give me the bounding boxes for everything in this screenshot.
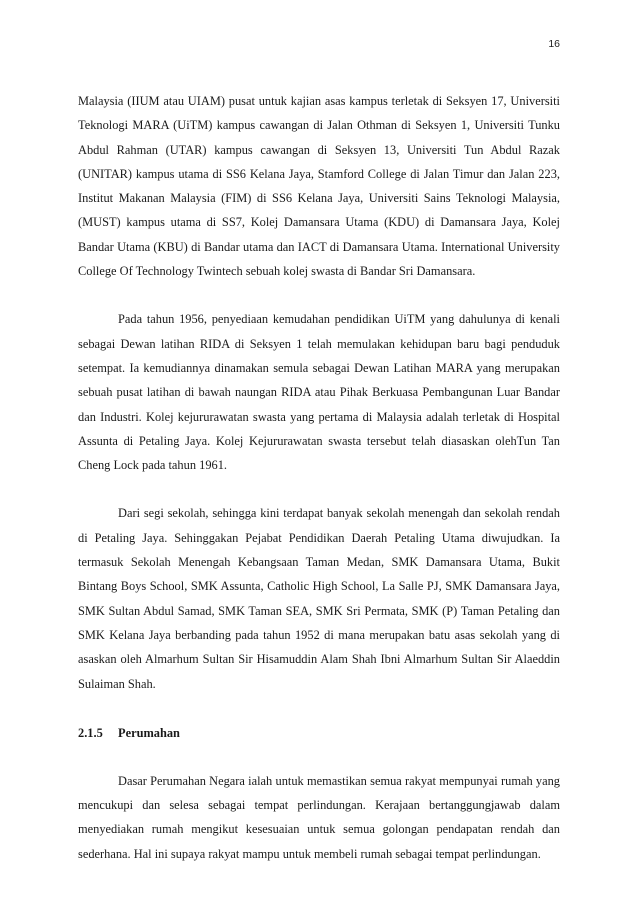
paragraph-housing-policy: Dasar Perumahan Negara ialah untuk memastikan semua rakyat mempunyai rumah yang mencukupi dan selesa sebagai tempat perlindungan. Kerajaan bertanggungjawab dalam menyediakan rumah mengikut kesesuaian untuk semua golongan pendapatan rendah dan sederhana. Hal ini supaya rakyat mampu untuk membeli rumah sebagai tempat perlindungan. bbox=[78, 773, 560, 861]
section-title: Perumahan bbox=[118, 725, 180, 740]
section-number: 2.1.5 bbox=[78, 725, 103, 740]
paragraph-uitm-history: Pada tahun 1956, penyediaan kemudahan pendidikan UiTM yang dahulunya di kenali sebagai Dewan latihan RIDA di Seksyen 1 telah memulakan kehidupan baru bagi penduduk setempat. Ia kemudiannya dinamakan semula sebagai Dewan Latihan MARA yang merupakan sebuah pusat latihan di bawah naungan RIDA atau Pihak Berkuasa Pembangunan Luar Bandar dan Industri. Kolej kejururawatan swasta yang pertama di Malaysia adalah terletak di Hospital Assunta di Petaling Jaya. Kolej Kejururawatan swasta tersebut telah diasaskan olehTun Tan Cheng Lock pada tahun 1961. bbox=[78, 312, 560, 473]
paragraph-universities: Malaysia (IIUM atau UIAM) pusat untuk kajian asas kampus terletak di Seksyen 17, Universiti Teknologi MARA (UiTM) kampus cawangan di Jalan Othman di Seksyen 1, Universiti Tunku Abdul Rahman (UTAR) kampus cawangan di Seksyen 13, Universiti Tun Abdul Razak (UNITAR) kampus utama di SS6 Kelana Jaya, Stamford College di Jalan Timur dan Jalan 223, Institut Makanan Malaysia (FIM) di SS6 Kelana Jaya, Universiti Sains Teknologi Malaysia, (MUST) kampus utama di SS7, Kolej Damansara Utama (KDU) di Damansara Jaya, Kolej Bandar Utama (KBU) di Bandar utama dan IACT di Damansara Utama. International University College Of Technology Twintech sebuah kolej swasta di Bandar Sri Damansara. bbox=[78, 94, 560, 279]
paragraph-schools: Dari segi sekolah, sehingga kini terdapat banyak sekolah menengah dan sekolah rendah di Petaling Jaya. Sehinggakan Pejabat Pendidikan Daerah Petaling Utama diwujudkan. Ia termasuk Sekolah Menengah Kebangsaan Taman Medan, SMK Damansara Utama, Bukit Bintang Boys School, SMK Assunta, Catholic High School, La Salle PJ, SMK Damansara Jaya, SMK Sultan Abdul Samad, SMK Taman SEA, SMK Sri Permata, SMK (P) Taman Petaling dan SMK Kelana Jaya berbanding pada tahun 1952 di mana merupakan batu asas sekolah yang di asaskan oleh Almarhum Sultan Sir Hisamuddin Alam Shah Ibni Almarhum Sultan Sir Alaeddin Sulaiman Shah. bbox=[78, 506, 560, 691]
section-heading bbox=[78, 721, 560, 745]
page-number: 16 bbox=[548, 38, 560, 50]
document-body bbox=[78, 89, 560, 866]
